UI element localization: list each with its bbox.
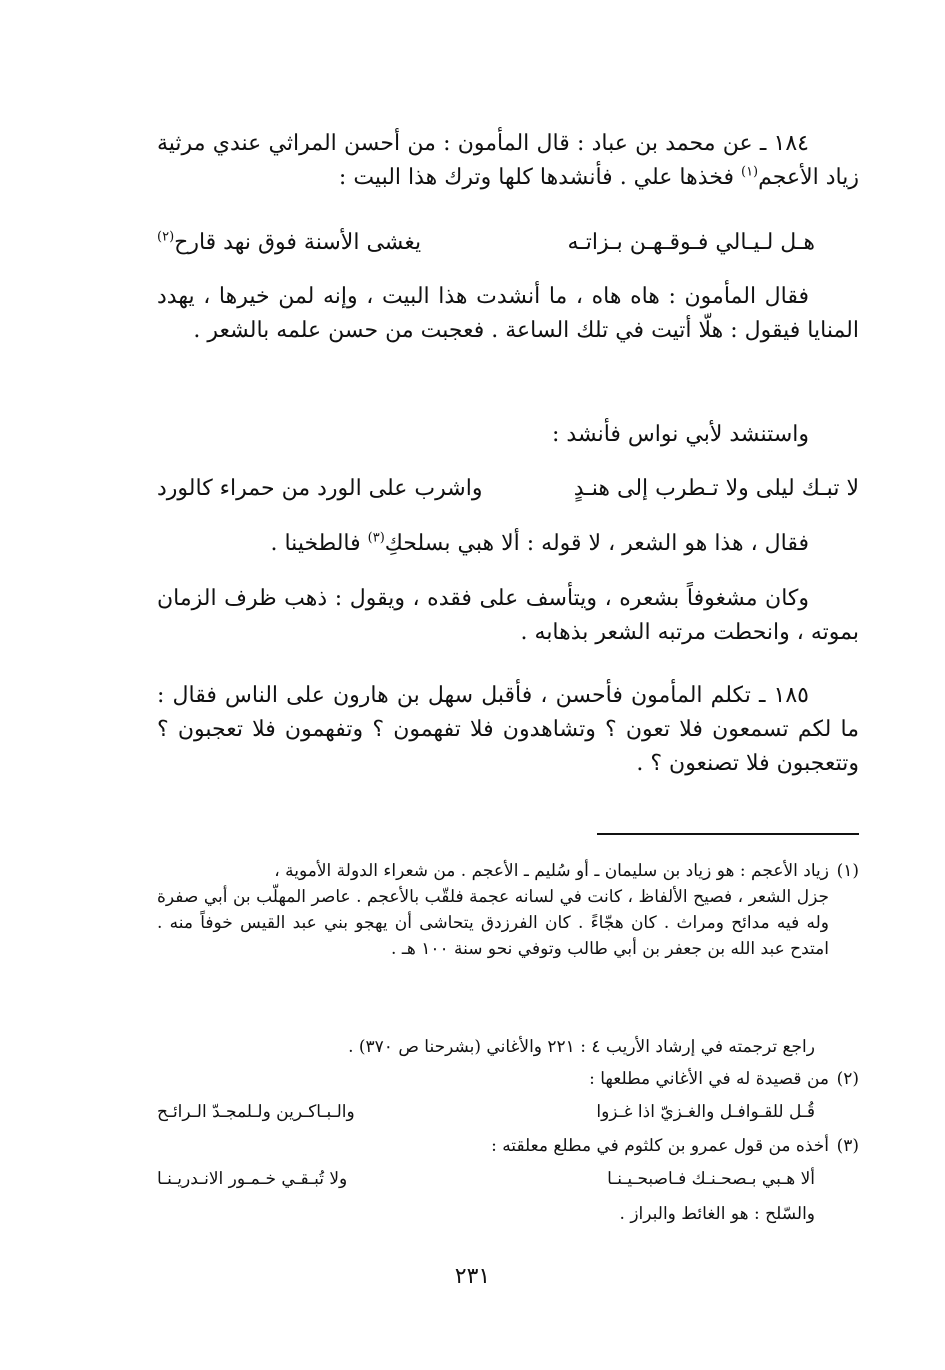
footnote-2-text: من قصيدة له في الأغاني مطلعها : bbox=[589, 1069, 829, 1089]
footnote-3-verse-second: ولا تُبـقـي خـمـور الانـدريـنـا bbox=[157, 1169, 348, 1189]
verse-1 bbox=[157, 226, 815, 260]
verse-2-second-hemistich: واشرب على الورد من حمراء كالورد bbox=[157, 476, 483, 501]
paragraph-this-is-poetry-end: فالطخينا . bbox=[270, 531, 368, 556]
paragraph-this-is-poetry-text: فقال ، هذا هو الشعر ، لا قوله : ألا هبي بسلحكِ bbox=[384, 531, 809, 556]
footnote-1-text: زياد الأعجم : هو زياد بن سليمان ـ أو سُليم ـ الأعجم . من شعراء الدولة الأموية ، bbox=[274, 861, 829, 881]
footnote-3 bbox=[157, 1133, 859, 1159]
verse-1-second-text: يغشى الأسنة فوق نهد قارح bbox=[174, 230, 422, 255]
footnote-ref-2: (٢) bbox=[157, 229, 175, 245]
footnote-1-number: (١) bbox=[836, 861, 859, 881]
paragraph-184 bbox=[157, 127, 859, 195]
footnote-2-verse bbox=[157, 1099, 815, 1125]
paragraph-184-line2: مرثية زياد الأعجم bbox=[157, 131, 859, 190]
paragraph-184-line2-rest: فخذها علي . فأنشدها كلها وترك هذا البيت : bbox=[338, 165, 741, 190]
footnote-ref-3: (٣) bbox=[367, 530, 385, 546]
footnote-1-continuation: جزل الشعر ، فصيح الألفاظ ، كانت في لسانه عجمة فلقّب بالأعجم . عاصر المهلّب بن أبي صفرة وله فيه مدائح ومراث . كان هجّاءً . كان الفرزدق يتحاشى أن يهجو بني عبد القيس خوفاً منه . امتدح عبد الله بن جعفر بن أبي طالب وتوفي نحو سنة ١٠٠ هـ . bbox=[157, 887, 829, 959]
footnote-3-number: (٣) bbox=[836, 1136, 859, 1156]
footnote-ref-1: (١) bbox=[740, 164, 759, 180]
paragraph-this-is-poetry bbox=[157, 527, 859, 561]
verse-1-second-hemistich bbox=[157, 226, 421, 260]
footnote-3-verse-first: ألا هـبي بـصحـنـك فـاصبحـيـنـا bbox=[607, 1169, 815, 1189]
footnote-divider bbox=[597, 833, 859, 835]
paragraph-abu-nuwas: واستنشد لأبي نواس فأنشد : bbox=[552, 422, 809, 447]
verse-2-first-hemistich: لا تبـك ليلى ولا تـطرب إلى هنـدٍ bbox=[573, 476, 859, 501]
footnote-3-gloss: والسّلح : هو الغائط والبراز . bbox=[619, 1204, 815, 1224]
footnote-2 bbox=[157, 1066, 859, 1092]
footnote-2-verse-second: والـبـاكـرين ولـلمجـدّ الـرائـح bbox=[157, 1102, 355, 1122]
footnote-3-text: أخذه من قول عمرو بن كلثوم في مطلع معلقته : bbox=[491, 1136, 829, 1156]
footnote-2-verse-first: قُـل للقـوافـل والغـزيّ اذا غـزوا bbox=[596, 1102, 815, 1122]
page-number: ٢٣١ bbox=[454, 1264, 491, 1289]
paragraph-infatuated: وكان مشغوفاً بشعره ، ويتأسف على فقده ، ويقول : ذهب ظرف الزمان بموته ، وانحطت مرتبه الشعر بذهابه . bbox=[157, 586, 859, 645]
paragraph-184-line1: ١٨٤ ـ عن محمد بن عباد : قال المأمون : من أحسن المراثي عندي bbox=[212, 131, 809, 156]
paragraph-mamun-reply: فقال المأمون : هاه هاه ، ما أنشدت هذا البيت ، وإنه لمن خيرها ، يهدد المنايا فيقول : هلّا أتيت في تلك الساعة . فعجبت من حسن علمه بالشعر . bbox=[157, 284, 859, 343]
verse-2 bbox=[157, 472, 859, 506]
footnote-1-reference: راجع ترجمته في إرشاد الأريب ٤ : ٢٢١ والأغاني (بشرحنا ص ٣٧٠) . bbox=[348, 1037, 815, 1057]
paragraph-185: ١٨٥ ـ تكلم المأمون فأحسن ، فأقبل سهل بن هارون على الناس فقال : ما لكم تسمعون فلا تعون ؟ وتشاهدون فلا تفهمون ؟ وتفهمون فلا تعجبون ؟ وتتعجبون فلا تصنعون ؟ . bbox=[157, 683, 859, 776]
verse-1-first-hemistich: هـل لـيـالي فـوقـهـن بـزاتـه bbox=[567, 230, 815, 255]
footnote-3-verse bbox=[157, 1166, 815, 1192]
footnote-2-number: (٢) bbox=[836, 1069, 859, 1089]
footnote-1 bbox=[157, 858, 859, 884]
